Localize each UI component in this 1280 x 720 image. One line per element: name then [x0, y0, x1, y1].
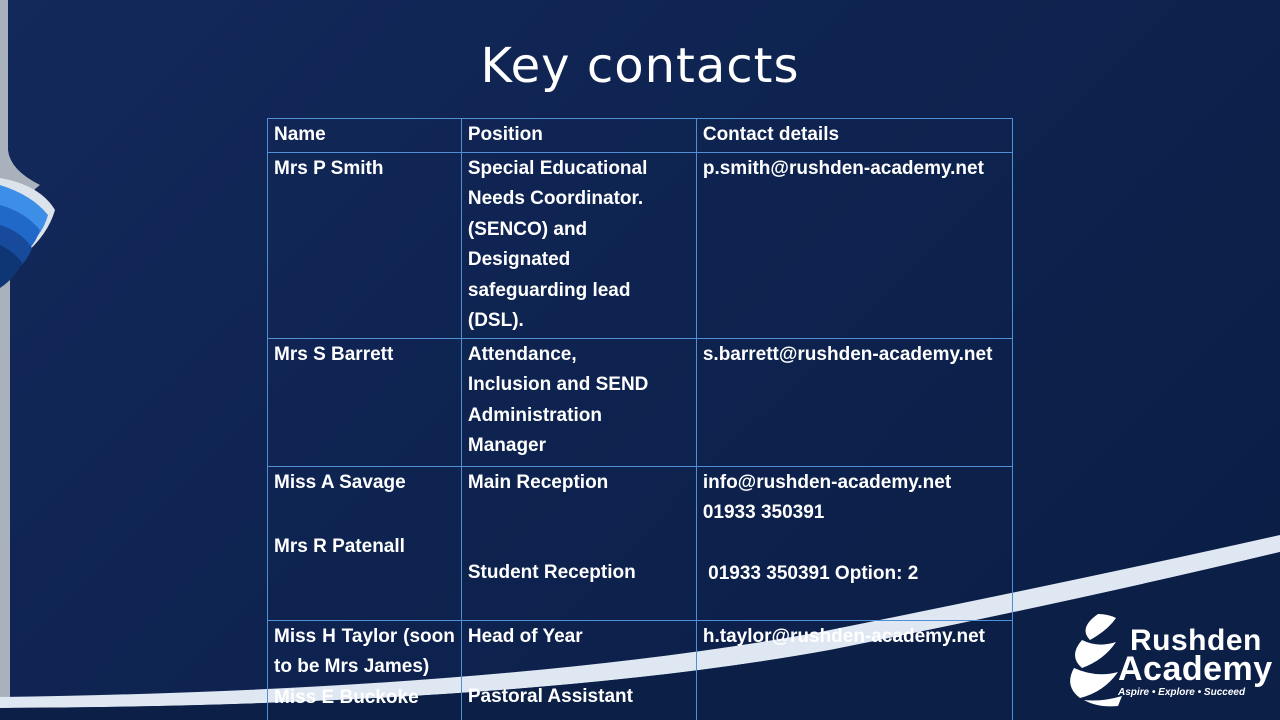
name-text: Mrs P Smith — [274, 157, 384, 179]
logo-line2: Academy — [1118, 650, 1273, 688]
cell-contact — [696, 152, 1012, 338]
logo-tagline: Aspire • Explore • Succeed — [1118, 687, 1246, 698]
slide-title: Key contacts — [480, 38, 800, 94]
cell-position — [461, 338, 696, 466]
position-text: Main Reception — [467, 471, 609, 493]
phone-number: 01933 350391 Option: 2 — [702, 562, 919, 584]
table-header-row — [268, 119, 1013, 153]
email-link[interactable]: h.taylor@rushden-academy.net — [702, 625, 985, 647]
position-text: Manager — [467, 435, 547, 456]
cell-contact — [696, 466, 1012, 620]
cell-name — [268, 620, 462, 720]
name-text: to be Mrs James) — [274, 656, 430, 677]
contacts-table — [267, 118, 1013, 720]
cell-name — [268, 466, 462, 620]
table-row — [268, 152, 1013, 338]
position-text: safeguarding lead (DSL). — [467, 279, 631, 331]
email-link[interactable]: info@rushden-academy.net — [702, 471, 952, 493]
cell-contact — [696, 338, 1012, 466]
table-row — [268, 620, 1013, 720]
header-name: Name — [268, 119, 462, 153]
cell-position — [461, 152, 696, 338]
cell-name — [268, 152, 462, 338]
name-text: Miss E Buckoke — [274, 686, 419, 708]
cell-position — [461, 620, 696, 720]
phone-number: 01933 350391 — [702, 502, 825, 523]
position-text: Needs Coordinator. — [467, 188, 644, 209]
header-contact: Contact details — [696, 119, 1012, 153]
name-text: Mrs R Patenall — [274, 536, 405, 557]
email-link[interactable]: p.smith@rushden-academy.net — [702, 157, 984, 179]
name-text: Miss H Taylor (soon — [274, 625, 455, 647]
position-text: Student Reception — [467, 562, 636, 583]
name-text: Miss A Savage — [274, 471, 406, 493]
rushden-academy-logo — [1068, 610, 1274, 710]
position-text: Inclusion and SEND — [467, 374, 649, 395]
position-text: Administration — [467, 404, 602, 426]
position-text: Attendance, — [467, 343, 577, 365]
cell-contact — [696, 620, 1012, 720]
position-text: Special Educational — [467, 157, 648, 179]
logo-line1: Rushden — [1130, 624, 1262, 657]
position-text: Head of Year — [467, 625, 583, 647]
cell-name — [268, 338, 462, 466]
table-row — [268, 338, 1013, 466]
position-text: Pastoral Assistant — [467, 686, 633, 707]
table-row — [268, 466, 1013, 620]
cell-position — [461, 466, 696, 620]
header-position: Position — [461, 119, 696, 153]
email-link[interactable]: s.barrett@rushden-academy.net — [702, 343, 993, 365]
name-text: Mrs S Barrett — [274, 343, 394, 365]
position-text: (SENCO) and Designated — [467, 218, 588, 270]
